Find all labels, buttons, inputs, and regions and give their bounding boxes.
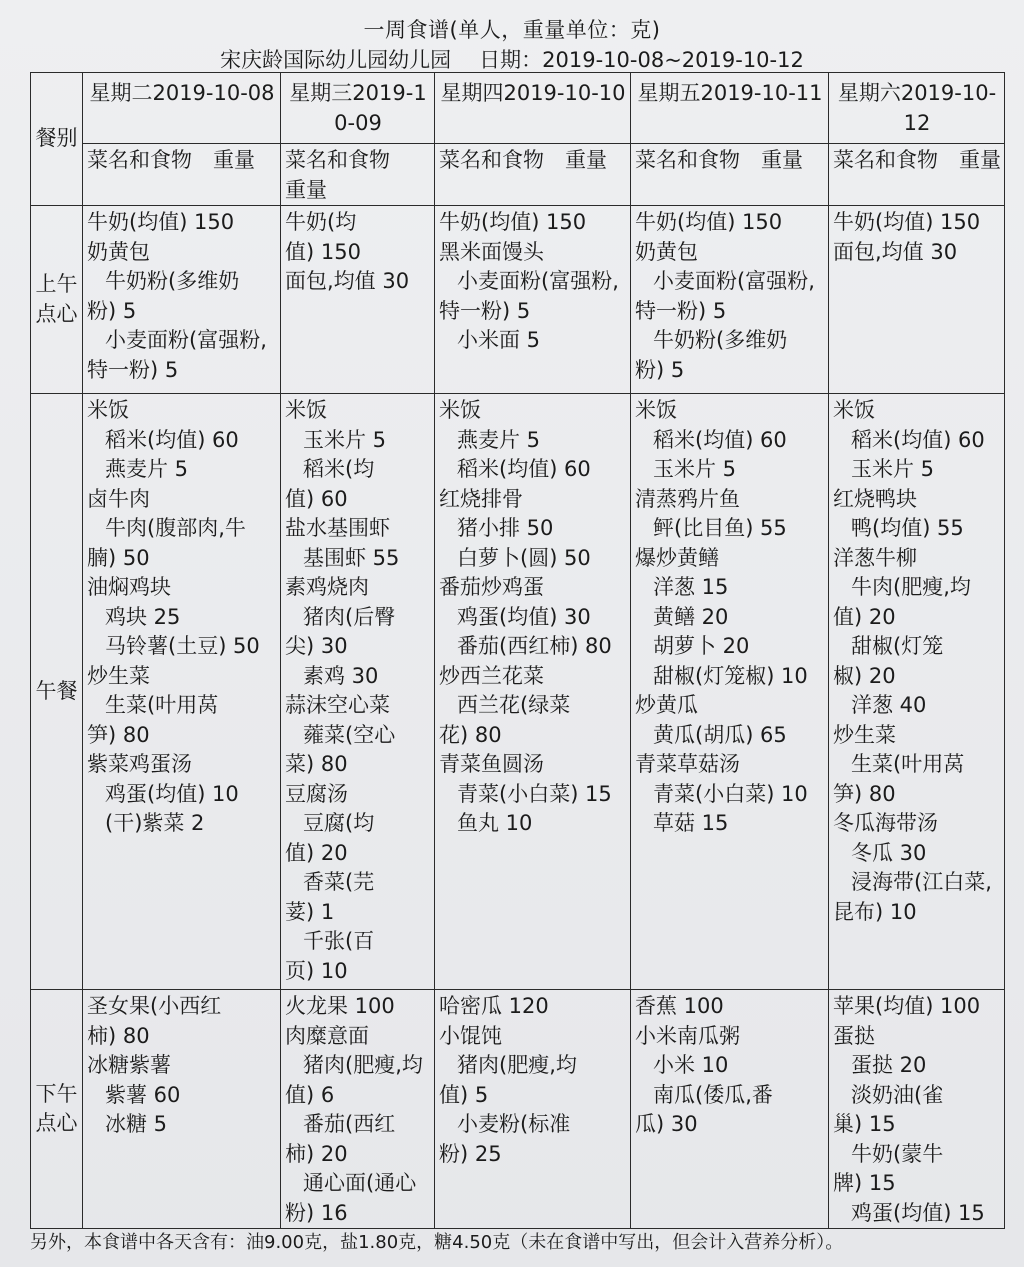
dish-line: 番茄炒鸡蛋 <box>439 575 544 599</box>
dish-line: 牛奶(均值) 150 <box>833 210 981 234</box>
day-header: 星期二2019-10-08 <box>83 73 281 144</box>
ingredient-line: 白萝卜(圆) 50 <box>457 545 591 570</box>
ingredient-line: 牛肉(腹部肉,牛 <box>105 516 246 540</box>
dish-line: 冰糖紫薯 <box>87 1053 171 1077</box>
ingredient-line: 鲆(比目鱼) 55 <box>653 516 787 540</box>
menu-cell <box>631 990 829 1229</box>
menu-cell <box>83 394 281 990</box>
dish-line: 爆炒黄鳝 <box>635 545 719 570</box>
ingredient-line: 牛肉(肥瘦,均 <box>851 575 971 599</box>
ingredient-line: 生菜(叶用莴 <box>851 752 965 776</box>
dish-line: 炒生菜 <box>833 722 896 747</box>
dish-line: 椒) 20 <box>833 663 896 688</box>
dish-line: 尖) 30 <box>285 634 348 658</box>
dish-line: 巢) 15 <box>833 1112 896 1136</box>
meal-label <box>31 990 83 1229</box>
ingredient-line: 小麦面粉(富强粉, <box>457 269 619 293</box>
school-name: 宋庆龄国际幼儿园幼儿园 <box>220 48 452 72</box>
dish-line: 牛奶(均值) 150 <box>635 210 783 234</box>
dish-line: 清蒸鸦片鱼 <box>635 486 740 511</box>
date-range: 日期：2019-10-08~2019-10-12 <box>479 48 804 72</box>
ingredient-line: 燕麦片 5 <box>457 427 541 452</box>
day-header: 星期四2019-10-10 <box>435 73 631 144</box>
ingredient-line: 草菇 15 <box>653 811 729 835</box>
meal-row-afternoon-snack <box>31 990 1005 1229</box>
ingredient-line: 稻米(均值) 60 <box>105 427 239 452</box>
ingredient-line: 猪肉(后臀 <box>303 604 396 629</box>
dish-line: 青菜草菇汤 <box>635 752 740 776</box>
dish-line: 洋葱牛柳 <box>833 545 917 570</box>
dish-line: 值) 20 <box>833 604 896 629</box>
dish-line: 笋) 80 <box>833 781 896 806</box>
meal-label <box>31 206 83 394</box>
ingredient-line: 浸海带(江白菜, <box>851 870 992 894</box>
ingredient-line: 稻米(均值) 60 <box>851 427 985 452</box>
ingredient-line: 青菜(小白菜) 10 <box>653 781 808 806</box>
dish-line: 青菜鱼圆汤 <box>439 752 544 776</box>
ingredient-line: 燕麦片 5 <box>105 457 189 481</box>
dish-line: 苹果(均值) 100 <box>833 994 981 1018</box>
dish-line: 花) 80 <box>439 722 502 747</box>
dish-line: 豆腐汤 <box>285 781 348 806</box>
dish-weight-header: 菜名和食物 重量 <box>631 144 829 206</box>
ingredient-line: 洋葱 15 <box>653 575 729 599</box>
dish-line: 炒西兰花菜 <box>439 663 544 688</box>
dish-line: 小馄饨 <box>439 1023 502 1048</box>
menu-cell <box>435 206 631 394</box>
ingredient-line: 番茄(西红 <box>303 1112 396 1136</box>
ingredient-line: 小米面 5 <box>457 328 541 352</box>
footer-note: 另外，本食谱中各天含有：油9.00克，盐1.80克，糖4.50克（未在食谱中写出，但会计入营养分析）。 <box>30 1232 844 1253</box>
dish-line: 冬瓜海带汤 <box>833 811 938 835</box>
ingredient-line: 玉米片 5 <box>851 457 935 481</box>
ingredient-line: 稻米(均值) 60 <box>653 427 787 452</box>
ingredient-line: 黄瓜(胡瓜) 65 <box>653 722 787 747</box>
dish-line: 值) 5 <box>439 1082 489 1107</box>
ingredient-line: 猪肉(肥瘦,均 <box>457 1053 577 1077</box>
ingredient-line: 鱼丸 10 <box>457 811 533 835</box>
dish-line: 米饭 <box>87 398 129 422</box>
dish-line: 哈密瓜 120 <box>439 994 549 1018</box>
dish-line: 牛奶(均值) 150 <box>439 210 587 234</box>
ingredient-line: (干)紫菜 2 <box>105 811 205 835</box>
dish-line: 火龙果 100 <box>285 994 395 1018</box>
dish-line: 奶黄包 <box>87 239 150 264</box>
dish-line: 面包,均值 30 <box>833 239 958 264</box>
ingredient-line: 基围虾 55 <box>303 545 400 570</box>
dish-line: 菜) 80 <box>285 752 348 776</box>
meal-label-text: 午餐 <box>35 678 78 703</box>
ingredient-line: 胡萝卜 20 <box>653 634 750 658</box>
ingredient-line: 青菜(小白菜) 15 <box>457 781 612 806</box>
ingredient-line: 小麦面粉(富强粉, <box>653 269 815 293</box>
dish-line: 笋) 80 <box>87 722 150 747</box>
menu-cell <box>829 990 1005 1229</box>
dish-line: 腩) 50 <box>87 545 150 570</box>
menu-cell <box>631 206 829 394</box>
dish-line: 昆布) 10 <box>833 899 917 924</box>
ingredient-line: 猪小排 50 <box>457 516 554 540</box>
menu-cell <box>83 990 281 1229</box>
dish-line: 米饭 <box>833 398 875 422</box>
dish-line: 炒黄瓜 <box>635 693 698 717</box>
dish-line: 牛奶(均 <box>285 210 357 234</box>
dish-line: 奶黄包 <box>635 239 698 264</box>
dish-line: 值) 6 <box>285 1082 335 1107</box>
ingredient-line: 猪肉(肥瘦,均 <box>303 1053 423 1077</box>
ingredient-line: 南瓜(倭瓜,番 <box>653 1082 773 1107</box>
ingredient-line: 千张(百 <box>303 929 375 953</box>
menu-cell <box>435 990 631 1229</box>
meal-row-morning-snack <box>31 206 1005 394</box>
ingredient-line: 鸡块 25 <box>105 604 181 629</box>
ingredient-line: 淡奶油(雀 <box>851 1082 944 1107</box>
dish-line: 柿) 80 <box>87 1023 150 1048</box>
ingredient-line: 蕹菜(空心 <box>303 722 396 747</box>
meal-type-header: 餐别 <box>31 73 83 206</box>
ingredient-line: 洋葱 40 <box>851 693 927 717</box>
ingredient-line: 素鸡 30 <box>303 663 379 688</box>
dish-line: 香蕉 100 <box>635 994 724 1018</box>
dish-line: 特一粉) 5 <box>439 298 531 323</box>
ingredient-line: 番茄(西红柿) 80 <box>457 634 612 658</box>
menu-cell <box>435 394 631 990</box>
ingredient-line: 紫薯 60 <box>105 1082 181 1107</box>
dish-line: 值) 20 <box>285 840 348 865</box>
ingredient-line: 牛奶粉(多维奶 <box>105 269 240 293</box>
dish-line: 素鸡烧肉 <box>285 575 369 599</box>
ingredient-line: 小麦粉(标准 <box>457 1112 571 1136</box>
ingredient-line: 玉米片 5 <box>653 457 737 481</box>
menu-cell <box>83 206 281 394</box>
ingredient-line: 蛋挞 20 <box>851 1053 927 1077</box>
ingredient-line: 马铃薯(土豆) 50 <box>105 634 260 658</box>
dish-line: 炒生菜 <box>87 663 150 688</box>
dish-line: 油焖鸡块 <box>87 575 171 599</box>
ingredient-line: 小麦面粉(富强粉, <box>105 328 267 352</box>
dish-line: 小米南瓜粥 <box>635 1023 740 1048</box>
dish-line: 柿) 20 <box>285 1141 348 1166</box>
meal-label-text: 下午 点心 <box>35 1081 78 1135</box>
dish-line: 粉) 16 <box>285 1200 348 1225</box>
dish-line: 米饭 <box>439 398 481 422</box>
menu-cell <box>281 206 435 394</box>
day-header: 星期五2019-10-11 <box>631 73 829 144</box>
dish-line: 米饭 <box>285 398 327 422</box>
dish-weight-header: 菜名和食物 重量 <box>829 144 1005 206</box>
dish-weight-header: 菜名和食物 重量 <box>435 144 631 206</box>
menu-cell <box>829 206 1005 394</box>
day-header: 星期六2019-10-12 <box>829 73 1005 144</box>
dish-line: 圣女果(小西红 <box>87 994 222 1018</box>
dish-line: 盐水基围虾 <box>285 516 390 540</box>
ingredient-line: 牛奶粉(多维奶 <box>653 328 788 352</box>
dish-line: 粉) 5 <box>87 298 137 323</box>
ingredient-line: 小米 10 <box>653 1053 729 1077</box>
meal-row-lunch <box>31 394 1005 990</box>
dish-line: 页) 10 <box>285 958 348 983</box>
dish-line: 米饭 <box>635 398 677 422</box>
ingredient-line: 豆腐(均 <box>303 811 375 835</box>
menu-cell <box>281 394 435 990</box>
ingredient-line: 稻米(均值) 60 <box>457 457 591 481</box>
ingredient-line: 鸡蛋(均值) 30 <box>457 604 591 629</box>
ingredient-line: 香菜(芫 <box>303 870 375 894</box>
dish-line: 蒜沫空心菜 <box>285 693 390 717</box>
ingredient-line: 西兰花(绿菜 <box>457 693 571 717</box>
ingredient-line: 甜椒(灯笼椒) 10 <box>653 663 808 688</box>
dish-line: 牌) 15 <box>833 1171 896 1195</box>
ingredient-line: 玉米片 5 <box>303 427 387 452</box>
ingredient-line: 甜椒(灯笼 <box>851 634 944 658</box>
dish-line: 值) 60 <box>285 486 348 511</box>
ingredient-line: 冬瓜 30 <box>851 840 927 865</box>
page-title: 一周食谱(单人，重量单位：克) <box>363 18 661 42</box>
dish-line: 荽) 1 <box>285 899 335 924</box>
dish-line: 粉) 25 <box>439 1141 502 1166</box>
dish-line: 黑米面馒头 <box>439 239 544 264</box>
ingredient-line: 鸡蛋(均值) 15 <box>851 1200 985 1225</box>
dish-line: 红烧排骨 <box>439 486 523 511</box>
dish-line: 红烧鸭块 <box>833 486 917 511</box>
page-subtitle <box>0 44 1024 74</box>
dish-weight-header: 菜名和食物 重量 <box>83 144 281 206</box>
ingredient-line: 牛奶(蒙牛 <box>851 1141 944 1166</box>
ingredient-line: 稻米(均 <box>303 457 375 481</box>
meal-label-text: 上午 点心 <box>35 272 78 326</box>
day-header: 星期三2019-10-09 <box>281 73 435 144</box>
weekly-menu-table <box>30 72 1005 1229</box>
dish-line: 值) 150 <box>285 239 361 264</box>
dish-line: 面包,均值 30 <box>285 269 410 293</box>
dish-weight-header: 菜名和食物 重量 <box>281 144 435 206</box>
ingredient-line: 通心面(通心 <box>303 1171 417 1195</box>
dish-line: 牛奶(均值) 150 <box>87 210 235 234</box>
dish-line: 肉糜意面 <box>285 1023 369 1048</box>
menu-cell <box>829 394 1005 990</box>
dish-line: 特一粉) 5 <box>87 357 179 382</box>
dish-line: 蛋挞 <box>833 1023 875 1048</box>
ingredient-line: 冰糖 5 <box>105 1112 168 1136</box>
dish-line: 瓜) 30 <box>635 1112 698 1136</box>
menu-cell <box>281 990 435 1229</box>
ingredient-line: 黄鳝 20 <box>653 604 729 629</box>
ingredient-line: 鸡蛋(均值) 10 <box>105 781 239 806</box>
dish-line: 特一粉) 5 <box>635 298 727 323</box>
menu-cell <box>631 394 829 990</box>
ingredient-line: 鸭(均值) 55 <box>851 516 964 540</box>
dish-line: 粉) 5 <box>635 357 685 382</box>
dish-line: 紫菜鸡蛋汤 <box>87 752 192 776</box>
dish-line: 卤牛肉 <box>87 486 150 511</box>
meal-label <box>31 394 83 990</box>
ingredient-line: 生菜(叶用莴 <box>105 693 219 717</box>
